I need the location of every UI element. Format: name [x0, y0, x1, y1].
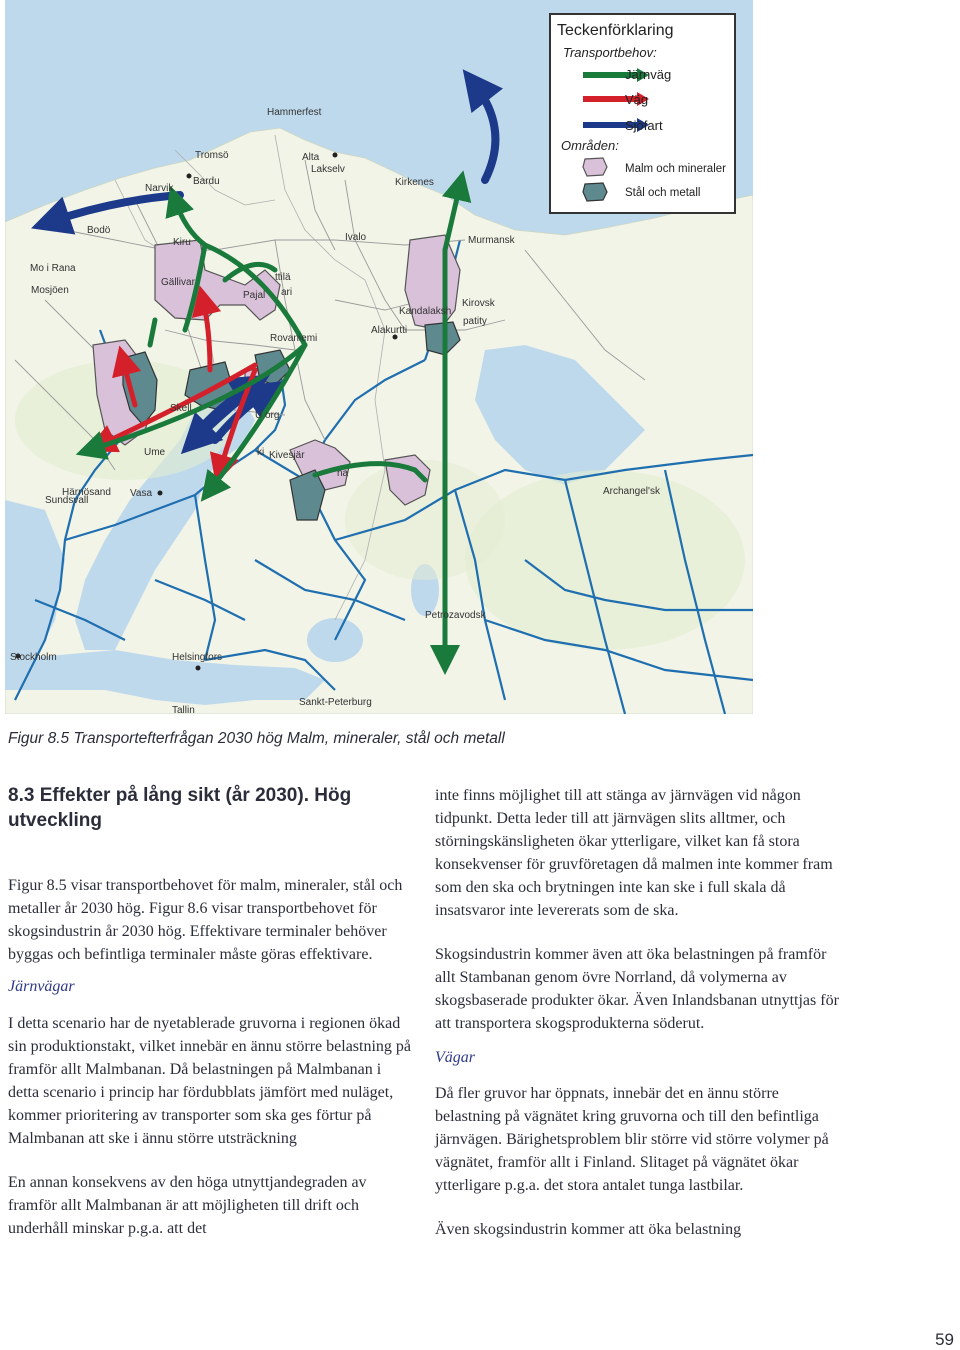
subheading-railways: Järnvägar [8, 978, 75, 995]
left-column [8, 874, 413, 1240]
map-legend [549, 13, 736, 214]
label-lakselv: Lakselv [311, 164, 345, 175]
label-tromso: Tromsö [195, 150, 229, 161]
legend-areas-label: Områden: [561, 138, 619, 153]
label-stockholm: Stockholm [10, 652, 57, 663]
label-ivalo: Ivalo [345, 232, 367, 243]
legend-transport-label: Transportbehov: [563, 45, 657, 60]
label-kivesjarvi: Kivesjär [269, 450, 305, 461]
left-paragraph-2: I detta scenario har de nyetablerade gruvorna i regionen ökad sin produktionstakt, vilket innebär en ännu större belastning på framför allt Malmbanan. Då belastningen på Malmbanan i detta scenario i princip har fördubblats jämfört med nuläget, kommer prioritering av transporter som ska ges förtur på Malmbanan att ske i ännu större utsträckning [8, 1015, 412, 1147]
label-alakurtti: Alakurtti [371, 325, 408, 336]
label-petrozavodsk: Petrozavodsk [425, 610, 486, 621]
label-kiruna: Kiru [173, 237, 191, 248]
label-kajaani: na [337, 468, 349, 479]
label-skelleftea: Skell [170, 403, 192, 414]
right-paragraph-4: Även skogsindustrin kommer att öka belastning [435, 1221, 742, 1238]
label-tallinn: Tallin [172, 705, 195, 714]
label-murmansk: Murmansk [468, 235, 515, 246]
subheading-roads: Vägar [435, 1049, 475, 1066]
legend-steel-label: Stål och metall [625, 187, 701, 199]
legend-rail-label: Järnväg [625, 67, 672, 82]
figure-caption: Figur 8.5 Transportefterfrågan 2030 hög Malm, mineraler, stål och metall [8, 730, 505, 747]
right-column [435, 784, 845, 1241]
label-apatity: patity [463, 316, 487, 327]
legend-shipping-label: Sjöfart [625, 118, 663, 133]
legend-ore-label: Malm och mineraler [625, 163, 726, 175]
legend-title: Teckenförklaring [557, 22, 674, 39]
label-archangelsk: Archangel'sk [603, 486, 660, 497]
label-helsingfors: Helsingfors [172, 652, 223, 663]
label-sundsvall: Sundsvall [45, 495, 89, 506]
label-harnosand: Härnösand [62, 487, 111, 498]
label-rovaniemi: Rovaniemi [270, 333, 318, 344]
legend-area-icons [581, 157, 611, 207]
page-number: 59 [935, 1330, 954, 1349]
label-kolari: ari [281, 287, 293, 298]
section-heading: 8.3 Effekter på lång sikt (år 2030). Hög utveckling [8, 785, 352, 831]
label-alta: Alta [302, 152, 320, 163]
right-paragraph-1: inte finns möjlighet till att stänga av järnvägen vid någon tidpunkt. Detta leder till att järnvägen slits alltmer, och störningskänsligheten ökar ytterligare, vilket kan få stora konsekvenser för gruvföretagen då malmen inte kommer fram som den ska och brytningen inte kan ske i full skala då insatsvaror inte levererats som de ska. [435, 787, 833, 919]
label-kittila: ttilä [275, 272, 291, 283]
label-uleaborg: U org [255, 410, 280, 421]
legend-road-label: Väg [625, 92, 649, 107]
label-sankt-peterburg: Sankt-Peterburg [299, 697, 372, 708]
label-kandalaksha: Kandalaksh [399, 306, 452, 317]
right-paragraph-2: Skogsindustrin kommer även att öka belastningen på framför allt Stambanan genom övre Norrland, då volymerna av skogsbaserade produkter ökar. Även Inlandsbanan utnyttjas för att transportera skogsprodukterna söderut. [435, 946, 839, 1032]
label-umea: Ume [144, 447, 166, 458]
left-paragraph-3: En annan konsekvens av den höga utnyttjandegraden av framför allt Malmbanan är att möjligheten till drift och underhåll minskar p.g.a. att det [8, 1174, 367, 1237]
label-vasa: Vasa [130, 488, 153, 499]
label-mosjoen: Mosjöen [31, 285, 69, 296]
label-narvik: Narvik [145, 183, 174, 194]
forest-zone [465, 470, 745, 650]
right-paragraph-3: Då fler gruvor har öppnats, innebär det en ännu större belastning på vägnätet kring gruvorna och till den befintliga järnvägen. Bärighetsproblem blir större vid större volymer på vägnätet, framför allt i Finland. Slitaget på vägnätet ökar ytterligare p.g.a. det stora antalet tunga lastbilar. [435, 1085, 829, 1194]
label-hammerfest: Hammerfest [267, 107, 322, 118]
label-mo-i-rana: Mo i Rana [30, 263, 76, 274]
label-kirkenes: Kirkenes [395, 177, 434, 188]
label-kirovsk: Kirovsk [462, 298, 495, 309]
left-paragraph-1: Figur 8.5 visar transportbehovet för malm, mineraler, stål och metaller år 2030 hög. Figur 8.6 visar transportbehovet för skogsindustrin år 2030 hög. Effektivare terminaler behöver byggas och befintliga terminaler måste göras effektivare. [8, 877, 403, 963]
label-kokkola: ki [257, 447, 265, 458]
legend-steel-area-icon [583, 183, 607, 201]
label-bodo: Bodö [87, 225, 111, 236]
label-gallivare: Gällivar [161, 277, 195, 288]
label-bardu: Bardu [193, 176, 220, 187]
label-pajala: Pajal [243, 290, 266, 301]
legend-ore-area-icon [583, 158, 607, 176]
